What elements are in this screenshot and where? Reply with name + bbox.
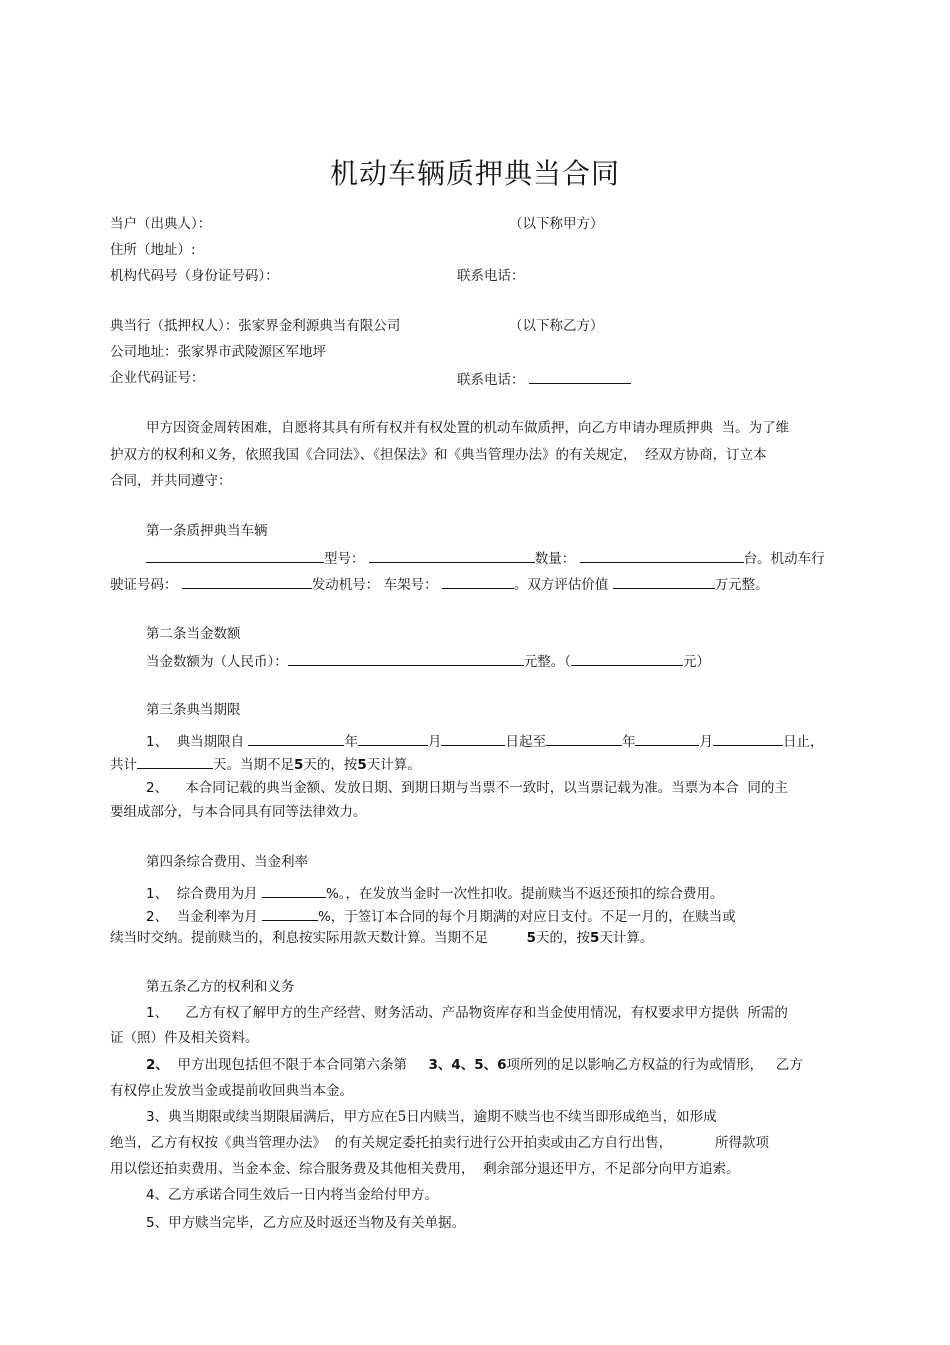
amount-label: 当金数额为（人民币）： <box>146 654 288 670</box>
party-b-phone-field <box>457 369 631 389</box>
p3-five: 5 <box>397 1109 407 1125</box>
article-5-p2-line-2: 有权停止发放当金或提前收回典当本金。 <box>110 1083 353 1099</box>
start-year-blank <box>248 731 344 746</box>
end-month-blank <box>635 731 699 746</box>
five-number: 5 <box>526 930 537 946</box>
article-3-p1-line-2 <box>110 754 421 774</box>
vehicle-blank <box>146 548 324 563</box>
article-5-p3-line-3: 用以偿还拍卖费用、当金本金、综合服务费及其他相关费用， 剩余部分退还甲方，不足部分向甲方追索。 <box>110 1161 740 1177</box>
fee-text: %。，在发放当金时一次性扣收。提前赎当不返还预扣的综合费用。 <box>325 886 724 902</box>
model-label: 型号： <box>324 551 365 567</box>
article-2-heading: 第二条当金数额 <box>146 626 241 642</box>
article-5-p3-line-2 <box>110 1134 769 1152</box>
p3-text-2b: 所得款项 <box>715 1135 770 1151</box>
intro-line-2: 护双方的权利和义务，依照我国《合同法》、《担保法》和《典当管理办法》的有关规定， 经双方协商，订立本 <box>110 447 767 463</box>
article-1-line-2 <box>110 574 769 594</box>
intro-line-3: 合同，并共同遵守： <box>110 473 232 489</box>
quantity-label: 数量： <box>534 551 576 567</box>
interest-text-3: 天的，按 <box>536 930 591 946</box>
article-5-p1-line-2: 证（照）件及相关资料。 <box>110 1030 259 1046</box>
p2-text-c: 乙方 <box>775 1057 803 1073</box>
p1-text: 乙方有权了解甲方的生产经营、财务活动、产品物资库存和当金使用情况，有权要求甲方提供 所需的 <box>185 1005 788 1021</box>
model-blank <box>369 548 535 563</box>
p3-text-a: 3、典当期限或续当期限届满后，甲方应在 <box>146 1109 398 1125</box>
engine-label: 发动机号： <box>311 577 380 593</box>
eval-label: 。双方评估价值 <box>513 577 609 593</box>
p1-number: 1、 <box>146 734 169 750</box>
unit-label: 台。机动车行 <box>743 551 825 567</box>
term-from-label: 典当期限自 <box>176 734 245 750</box>
article-5-heading: 第五条乙方的权利和义务 <box>146 979 295 995</box>
phone-blank <box>529 369 631 384</box>
total-label: 共计 <box>110 757 137 773</box>
yuan-full-label: 元整。（ <box>523 654 571 670</box>
article-3-heading: 第三条典当期限 <box>146 702 241 718</box>
p3-text-2a: 绝当，乙方有权按《典当管理办法》 的有关规定委托拍卖行进行公开拍卖或由乙方自行出售， <box>110 1135 673 1151</box>
quantity-blank <box>580 548 744 563</box>
p2-text-b: 项所列的足以影响乙方权益的行为或情形， <box>506 1057 764 1073</box>
article-4-p1 <box>146 883 724 903</box>
party-b-phone-label: 联系电话： <box>457 372 525 388</box>
frame-blank <box>442 574 514 589</box>
p1-number: 1、 <box>146 1005 169 1021</box>
article-5-p4: 4、乙方承诺合同生效后一日内将当金给付甲方。 <box>146 1187 439 1203</box>
intro-line-1: 甲方因资金周转困难，自愿将其具有所有权并有权处置的机动车做质押，向乙方申请办理质押典 当。为了维 <box>146 420 790 436</box>
wan-label: 万元整。 <box>714 577 769 593</box>
article-4-heading: 第四条综合费用、当金利率 <box>146 854 308 870</box>
frame-label: 车架号： <box>383 577 438 593</box>
party-a-address-label: 住所（地址）: <box>110 242 196 258</box>
p2-items: 3、4、5、6 <box>428 1057 507 1073</box>
five-number: 5 <box>590 930 600 946</box>
calc-end-label: 天计算。 <box>366 757 421 773</box>
amount-blank <box>288 651 524 666</box>
interest-text-2: 续当时交纳。提前赎当的，利息按实际用款天数计算。当期不足 <box>110 930 488 946</box>
year-label: 年 <box>344 734 358 750</box>
total-days-blank <box>137 754 213 769</box>
article-5-p1-line-1 <box>146 1004 788 1022</box>
end-year-blank <box>546 731 622 746</box>
p1-number: 1、 <box>146 886 169 902</box>
article-2-line <box>146 651 710 671</box>
year-label: 年 <box>621 734 636 750</box>
party-b-name-line: 典当行（抵押权人）：张家界金利源典当有限公司 <box>110 318 401 334</box>
party-a-alias: （以下称甲方） <box>509 216 604 232</box>
article-1-heading: 第一条质押典当车辆 <box>146 523 268 539</box>
p2-number: 2、 <box>146 780 169 796</box>
article-5-p3-line-1 <box>146 1108 717 1126</box>
document-title: 机动车辆质押典当合同 <box>329 157 620 190</box>
article-1-line-1 <box>146 548 825 568</box>
fee-label: 综合费用为月 <box>176 886 258 902</box>
interest-label: 当金利率为月 <box>176 909 258 925</box>
fee-rate-blank <box>262 883 326 898</box>
p2-text: 本合同记载的典当金额、发放日期、到期日期与当票不一致时，以当票记载为准。当票为本合 同的主 <box>185 780 788 796</box>
five-number: 5 <box>294 757 304 773</box>
start-month-blank <box>358 731 428 746</box>
eval-blank <box>613 574 715 589</box>
day-end-label: 日止， <box>782 734 824 750</box>
article-4-p2-line-2 <box>110 929 653 947</box>
article-4-p2-line-1 <box>146 906 736 926</box>
interest-text: %，于签订本合同的每个月期满的对应日支付。不足一月的，在赎当或 <box>317 909 736 925</box>
party-b-alias: （以下称乙方） <box>509 318 604 334</box>
yuan-close-label: 元） <box>683 654 710 670</box>
party-a-id-label: 机构代码号（身份证号码）： <box>110 268 279 284</box>
article-3-p2-line-2: 要组成部分，与本合同具有同等法律效力。 <box>110 804 367 820</box>
article-5-p2-line-1 <box>146 1056 803 1074</box>
article-5-p5: 5、甲方赎当完毕，乙方应及时返还当物及有关单据。 <box>146 1215 466 1231</box>
p3-text-b: 日内赎当，逾期不赎当也不续当即形成绝当，如形成 <box>406 1109 717 1125</box>
license-blank <box>182 574 312 589</box>
days-calc-label: 天的，按 <box>303 757 358 773</box>
article-3-p2-line-1 <box>146 779 788 797</box>
p2-number: 2、 <box>146 909 169 925</box>
party-a-phone-label: 联系电话： <box>457 268 525 284</box>
days-rest-label: 天。当期不足 <box>213 757 294 773</box>
interest-rate-blank <box>262 906 318 921</box>
article-3-p1-line-1 <box>146 731 823 751</box>
party-b-address-line: 公司地址：张家界市武陵源区军地坪 <box>110 344 326 360</box>
party-a-name-label: 当户（出典人）： <box>110 216 212 232</box>
month-label: 月 <box>427 734 442 750</box>
license-label: 驶证号码： <box>110 577 178 593</box>
end-day-blank <box>713 731 783 746</box>
interest-text-4: 天计算。 <box>599 930 654 946</box>
day-to-label: 日起至 <box>505 734 546 750</box>
start-day-blank <box>441 731 505 746</box>
five-number: 5 <box>357 757 367 773</box>
p2-number: 2、 <box>146 1057 169 1073</box>
p2-text-a: 甲方出现包括但不限于本合同第六条第 <box>177 1057 407 1073</box>
amount-digits-blank <box>571 651 683 666</box>
month-label: 月 <box>699 734 713 750</box>
party-b-code-label: 企业代码证号： <box>110 370 205 386</box>
